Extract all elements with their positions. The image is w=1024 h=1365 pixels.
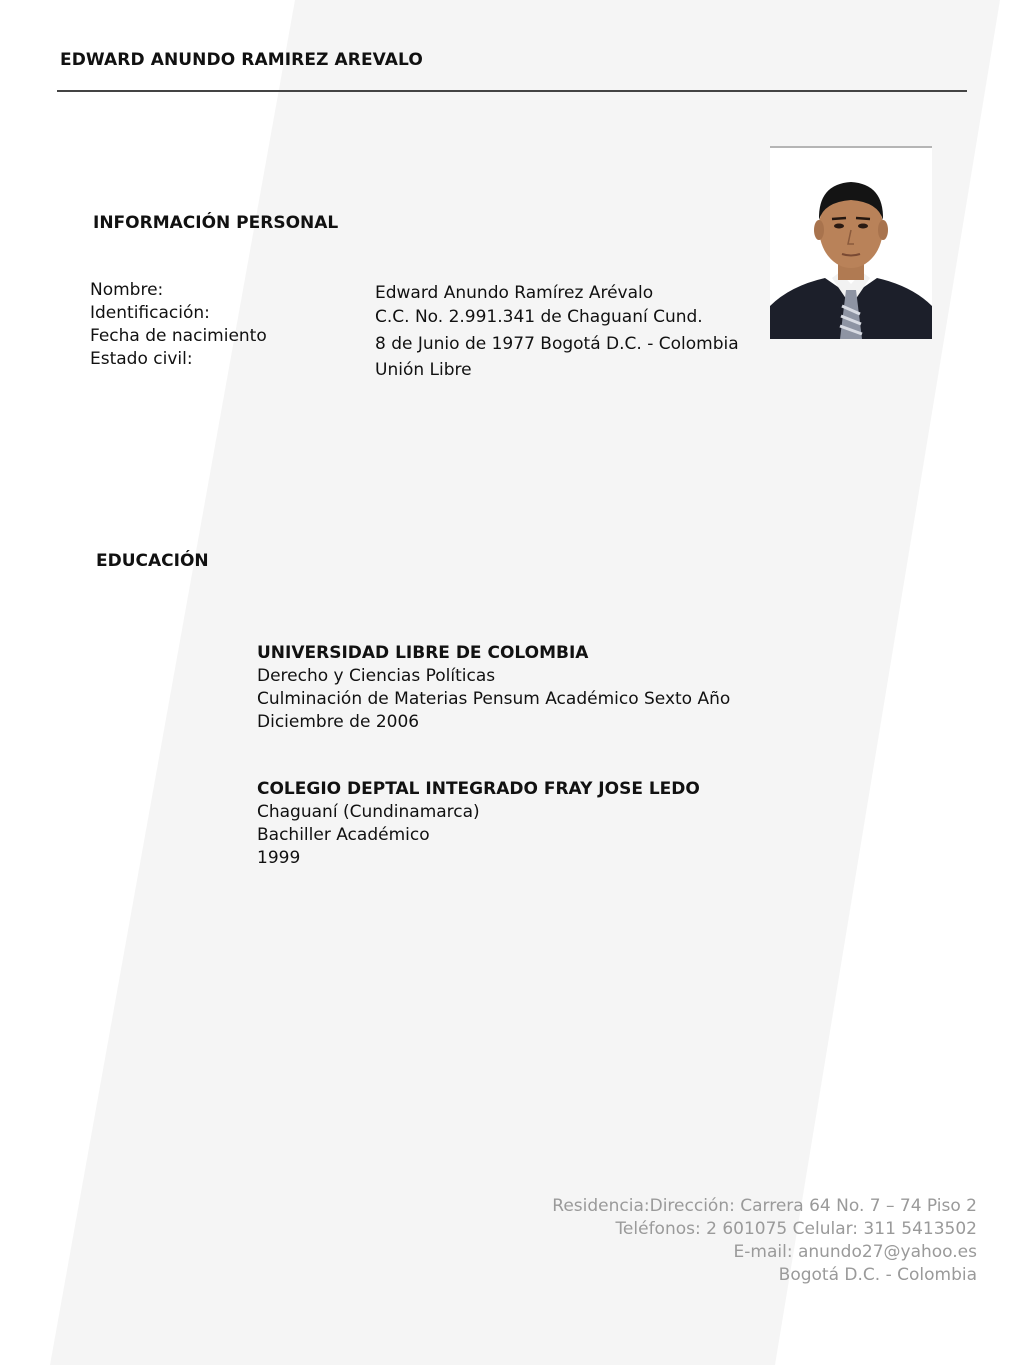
education-line: Bachiller Académico	[257, 825, 430, 845]
education-entry	[257, 642, 730, 734]
value-marital-status: Unión Libre	[375, 360, 472, 380]
value-identification: C.C. No. 2.991.341 de Chaguaní Cund.	[375, 307, 703, 327]
contact-address: Residencia:Dirección: Carrera 64 No. 7 – 74 Piso 2	[552, 1196, 977, 1216]
education-line: Diciembre de 2006	[257, 712, 420, 732]
institution-name: COLEGIO DEPTAL INTEGRADO FRAY JOSE LEDO	[257, 779, 700, 799]
personal-info-labels	[90, 279, 267, 371]
label-identification: Identificación:	[90, 303, 210, 323]
value-name: Edward Anundo Ramírez Arévalo	[375, 283, 654, 303]
document-title: EDWARD ANUNDO RAMIREZ AREVALO	[60, 50, 423, 70]
education-line: 1999	[257, 848, 301, 868]
education-line: Culminación de Materias Pensum Académico Sexto Año	[257, 689, 731, 709]
value-birth-date: 8 de Junio de 1977 Bogotá D.C. - Colombia	[375, 334, 739, 354]
personal-info-heading: INFORMACIÓN PERSONAL	[93, 213, 339, 233]
contact-email: E-mail: anundo27@yahoo.es	[733, 1242, 977, 1262]
education-entry	[257, 778, 700, 870]
education-heading: EDUCACIÓN	[96, 551, 209, 571]
header-divider	[57, 90, 967, 92]
profile-photo	[770, 146, 932, 339]
institution-name: UNIVERSIDAD LIBRE DE COLOMBIA	[257, 643, 589, 663]
contact-info	[552, 1195, 977, 1287]
education-line: Chaguaní (Cundinamarca)	[257, 802, 480, 822]
label-birth-date: Fecha de nacimiento	[90, 326, 267, 346]
label-name: Nombre:	[90, 280, 164, 300]
label-marital-status: Estado civil:	[90, 349, 193, 369]
contact-phones: Teléfonos: 2 601075 Celular: 311 5413502	[615, 1219, 977, 1239]
contact-city: Bogotá D.C. - Colombia	[778, 1265, 977, 1285]
education-line: Derecho y Ciencias Políticas	[257, 666, 496, 686]
